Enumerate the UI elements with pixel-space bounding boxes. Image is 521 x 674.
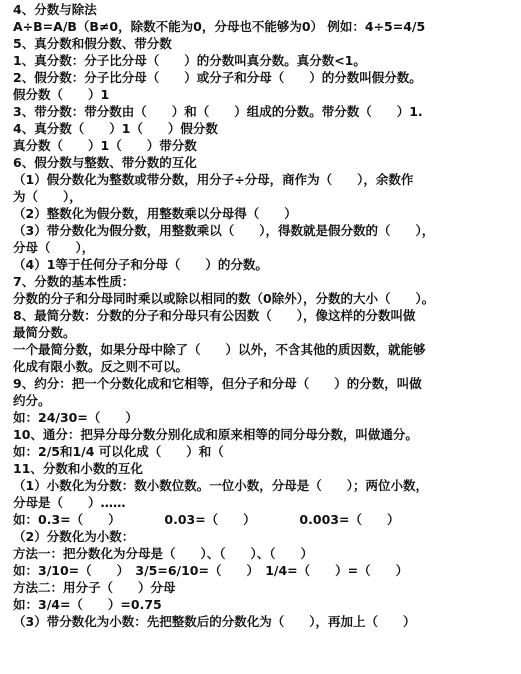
method-one-example: 如：3/10=（ ） 3/5=6/10=（ ） 1/4=（ ）=（ ） (13, 563, 409, 578)
reduction-cont: 约分。 (13, 393, 51, 408)
section-heading-fraction-decimal: 11、分数和小数的互化 (13, 461, 143, 476)
fraction-to-decimal-heading: （2）分数化为小数： (13, 529, 135, 544)
reduction-example: 如：24/30=（ ） (13, 410, 138, 425)
division-rule-line: A÷B=A/B（B≠0，除数不能为0，分母也不能够为0） 例如：4÷5=4/5 (13, 19, 426, 34)
conversion-rule-3-cont: 分母（ ）， (13, 240, 95, 255)
conversion-rule-3: （3）带分数化为假分数，用整数乘以（ ），得数就是假分数的（ ）， (13, 223, 435, 238)
improper-compare-line: 假分数（ ）1 (13, 87, 110, 102)
method-one-line: 方法一：把分数化为分母是（ ）、（ ）、（ ） (13, 546, 314, 561)
common-denominator-line: 10、通分：把异分母分数分别化成和原来相等的同分母分数，叫做通分。 (13, 427, 418, 442)
reduction-line: 9、约分：把一个分数化成和它相等，但分子和分母（ ）的分数，叫做 (13, 376, 422, 391)
decimal-to-fraction-cont: 分母是（ ）…… (13, 495, 126, 510)
conversion-rule-1: （1）假分数化为整数或带分数，用分子÷分母，商作为（ ），余数作 (13, 172, 414, 187)
conversion-rule-4: （4）1等于任何分子和分母（ ）的分数。 (13, 257, 268, 272)
finite-decimal-line: 一个最简分数，如果分母中除了（ ）以外，不含其他的质因数，就能够 (13, 342, 426, 357)
method-two-line: 方法二：用分子（ ）分母 (13, 580, 176, 595)
common-denominator-example: 如：2/5和1/4 可以化成（ ）和（ (13, 444, 224, 459)
simplest-fraction-line: 8、最简分数：分数的分子和分母只有公因数（ ），像这样的分数叫做 (13, 308, 416, 323)
method-two-example: 如：3/4=（ ）=0.75 (13, 597, 162, 612)
section-heading-fraction-types: 5、真分数和假分数、带分数 (13, 36, 172, 51)
section-heading-division: 4、分数与除法 (13, 2, 97, 17)
mixed-number-line: 3、带分数：带分数由（ ）和（ ）组成的分数。带分数（ ）1. (13, 104, 423, 119)
section-heading-conversion: 6、假分数与整数、带分数的互化 (13, 155, 197, 170)
finite-decimal-cont: 化成有限小数。反之则不可以。 (13, 359, 189, 374)
improper-fraction-line: 2、假分数：分子比分母（ ）或分子和分母（ ）的分数叫假分数。 (13, 70, 422, 85)
compare-line-2: 真分数（ ）1（ ）带分数 (13, 138, 197, 153)
mixed-to-decimal-line: （3）带分数化为小数：先把整数后的分数化为（ ），再加上（ ） (13, 614, 416, 629)
decimal-to-fraction-example: 如：0.3=（ ） 0.03=（ ） 0.003=（ ） (13, 512, 400, 527)
conversion-rule-2: （2）整数化为假分数，用整数乘以分母得（ ） (13, 206, 297, 221)
decimal-to-fraction-line: （1）小数化为分数：数小数位数。一位小数，分母是（ ）；两位小数， (13, 478, 428, 493)
basic-property-line: 分数的分子和分母同时乘以或除以相同的数（0除外），分数的大小（ ）。 (13, 291, 435, 306)
conversion-rule-1-cont: 为（ ）， (13, 189, 82, 204)
proper-fraction-line: 1、真分数：分子比分母（ ）的分数叫真分数。真分数<1。 (13, 53, 366, 68)
compare-line-1: 4、真分数（ ）1（ ）假分数 (13, 121, 218, 136)
section-heading-basic-property: 7、分数的基本性质： (13, 274, 135, 289)
simplest-fraction-cont: 最简分数。 (13, 325, 76, 340)
